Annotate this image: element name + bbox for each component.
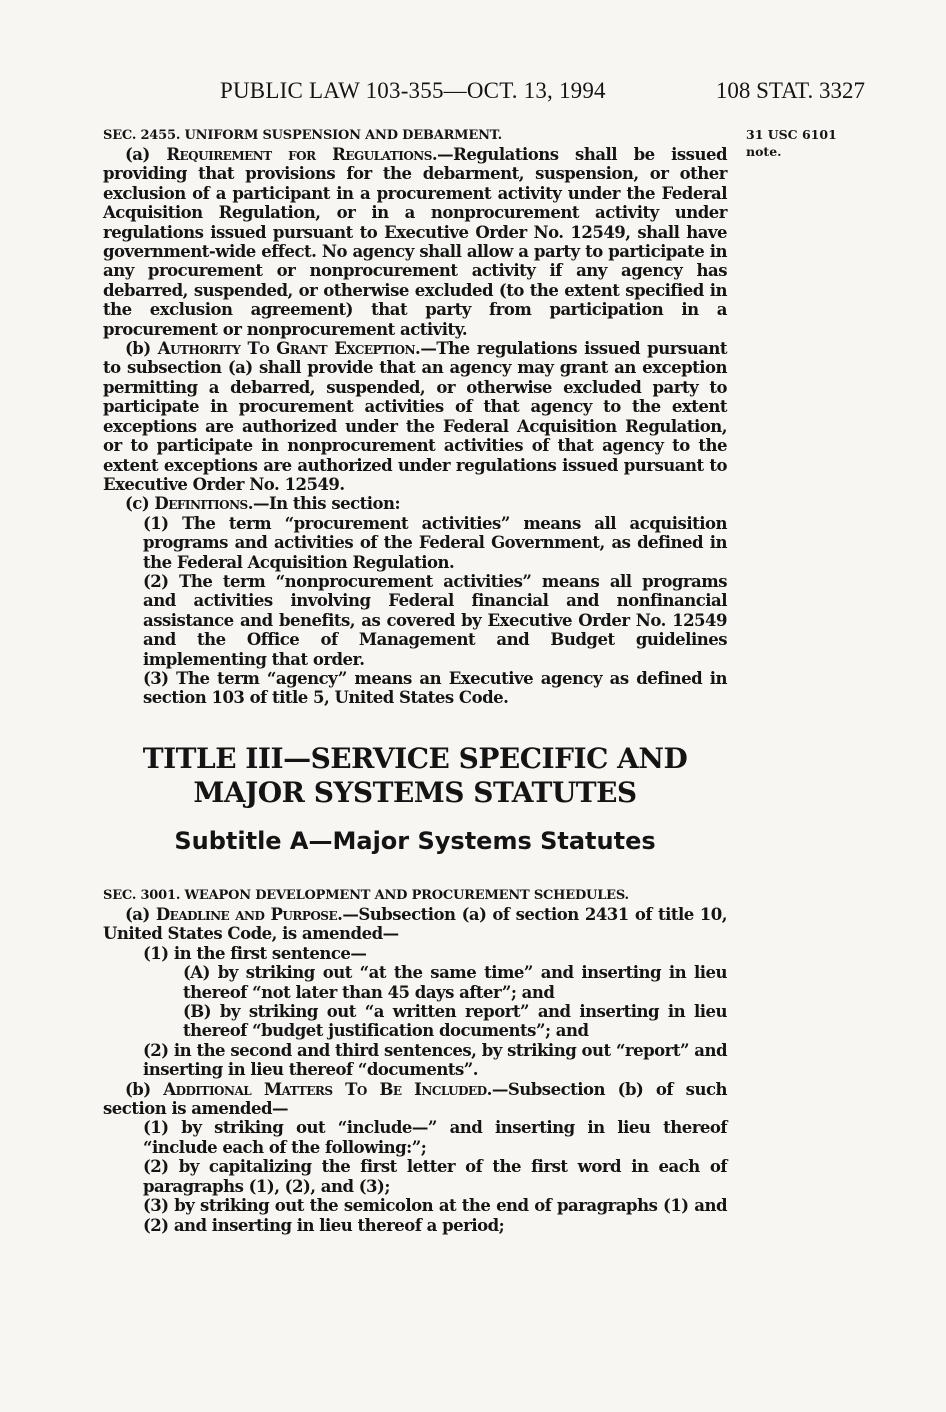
section-2455 (103, 126, 727, 708)
subsection-label: (c) (125, 494, 155, 514)
title-line-2: MAJOR SYSTEMS STATUTES (193, 776, 637, 809)
subsection-a (103, 145, 727, 339)
subsection-b (103, 339, 727, 494)
paragraph-c3: (3) The term “agency” means an Executive agency as defined in section 103 of title 5, United States Code. (143, 668, 727, 708)
margin-note-citation: 31 USC 6101 (746, 127, 837, 142)
paragraph-c2: (2) The term “nonprocurement activities” means all programs and activities involving Federal financial and nonfinancial assistance and benefits, as covered by Executive Order No. 12549 and the Office of Management and Budget guidelines implementing that order. (143, 571, 727, 669)
subsection-label: (b) (125, 339, 158, 359)
paragraph-b3: (3) by striking out the semicolon at the end of paragraphs (1) and (2) and inserting in lieu thereof a period; (143, 1196, 727, 1235)
subsection-text: —Subsection (a) of section 2431 of title 10, United States Code, is amended— (103, 905, 727, 944)
margin-note (746, 126, 856, 160)
subsection-label: (a) (125, 905, 156, 924)
statute-page-number: 108 STAT. 3327 (715, 78, 865, 103)
subparagraph-a1B: (B) by striking out “a written report” and inserting in lieu thereof “budget justification documents”; and (183, 1002, 727, 1041)
subsection-caption: Definitions. (154, 494, 253, 514)
subsection-text: —The regulations issued pursuant to subsection (a) shall provide that an agency may grant an exception permitting a debarred, suspended, or otherwise excluded party to participate in procurement activities of that agency to the extent exceptions are authorized under the Federal Acquisition Regulation, or to participate in nonprocurement activities of that agency to the extent exceptions are authorized under regulations issued pursuant to Executive Order No. 12549. (103, 339, 727, 494)
paragraph-c1: (1) The term “procurement activities” means all acquisition programs and activities of the Federal Government, as defined in the Federal Acquisition Regulation. (143, 513, 727, 572)
subtitle-heading: Subtitle A—Major Systems Statutes (174, 827, 656, 855)
section-heading: SEC. 3001. WEAPON DEVELOPMENT AND PROCUREMENT SCHEDULES. (103, 888, 629, 903)
subparagraph-a1A: (A) by striking out “at the same time” and inserting in lieu thereof “not later than 45 days after”; and (183, 963, 727, 1002)
subsection-b (103, 1080, 727, 1119)
subsection-caption: Authority To Grant Exception. (157, 339, 421, 359)
public-law-citation: PUBLIC LAW 103-355—OCT. 13, 1994 (220, 78, 606, 103)
title-heading (100, 742, 730, 810)
subsection-c (103, 494, 727, 513)
subsection-label: (b) (125, 1079, 164, 1099)
subsection-caption: Deadline and Purpose. (155, 905, 343, 924)
subsection-label: (a) (125, 145, 167, 164)
subsection-text: —Subsection (b) of such section is amended— (103, 1079, 727, 1119)
title-line-1: TITLE III—SERVICE SPECIFIC AND (142, 742, 688, 775)
subsection-text: —In this section: (252, 494, 401, 514)
subsection-caption: Additional Matters To Be Included. (163, 1079, 492, 1099)
page-header (100, 78, 865, 110)
paragraph-b2: (2) by capitalizing the first letter of the first word in each of paragraphs (1), (2), and (3); (143, 1157, 727, 1196)
paragraph-a1: (1) in the first sentence— (143, 943, 367, 963)
subsection-a (103, 905, 727, 944)
margin-note-label: note. (746, 144, 782, 159)
subsection-text: —Regulations shall be issued providing that provisions for the debarment, suspension, or other exclusion of a participant in a procurement activity under the Federal Acquisition Regulation, or in a nonprocurement activity under regulations issued pursuant to Executive Order No. 12549, shall have government-wide effect. No agency shall allow a party to participate in any procurement or nonprocurement activity if any agency has debarred, suspended, or otherwise excluded (to the extent specified in the exclusion agreement) that party from participation in a procurement or nonprocurement activity. (103, 145, 727, 339)
paragraph-a2: (2) in the second and third sentences, by striking out “report” and inserting in lieu thereof “documents”. (143, 1040, 727, 1080)
subsection-caption: Requirement for Regulations. (166, 145, 438, 164)
section-3001 (103, 886, 727, 1235)
section-heading: SEC. 2455. UNIFORM SUSPENSION AND DEBARMENT. (103, 128, 502, 143)
paragraph-b1: (1) by striking out “include—” and inserting in lieu thereof “include each of the following:”; (143, 1118, 727, 1157)
